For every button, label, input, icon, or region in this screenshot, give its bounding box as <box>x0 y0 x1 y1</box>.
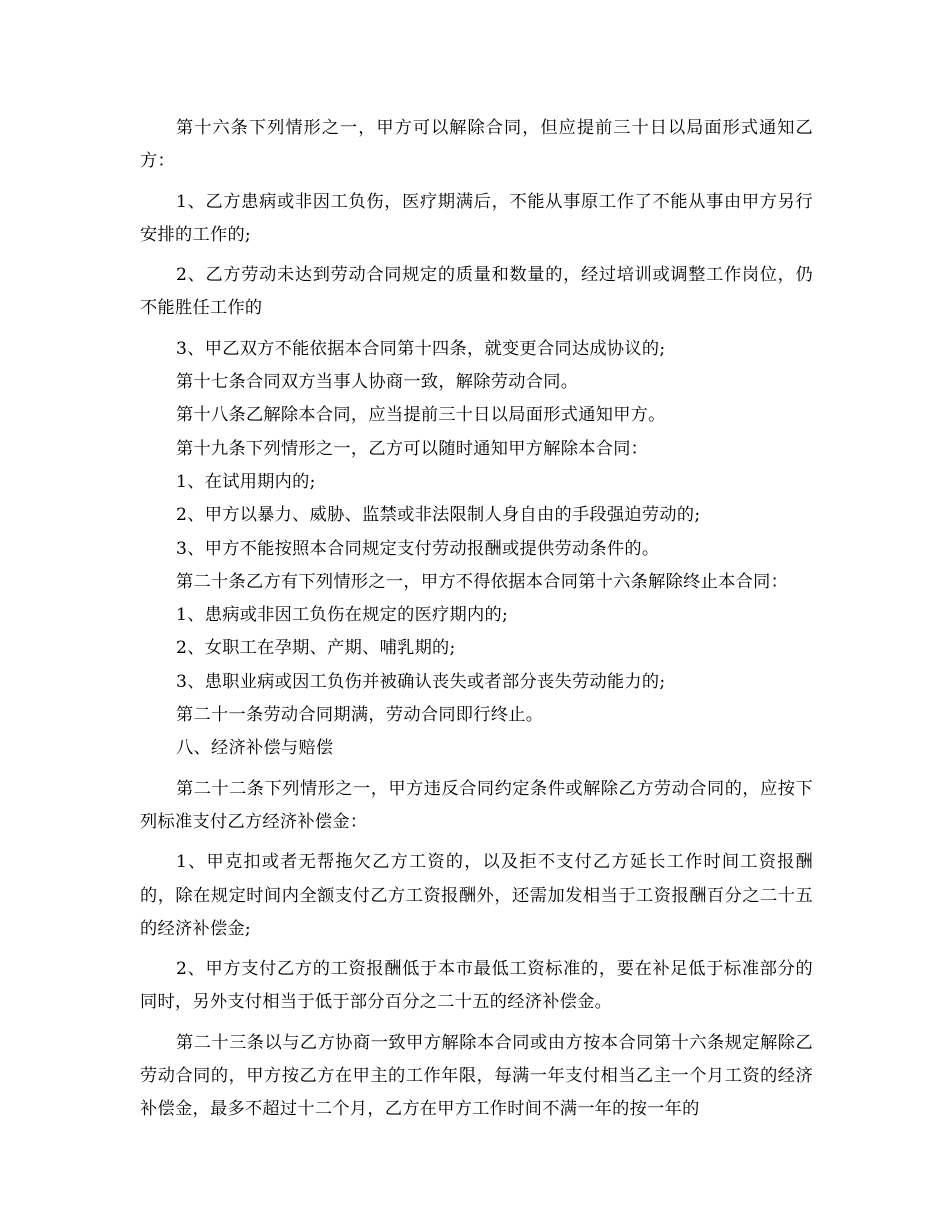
paragraph-article-16-item-3: 3、甲乙双方不能依据本合同第十四条，就变更合同达成协议的; <box>176 338 666 359</box>
paragraph-article-20-item-3: 3、患职业病或因工负伤并被确认丧失或者部分丧失劳动能力的; <box>176 671 666 692</box>
paragraph-article-19-item-1: 1、在试用期内的; <box>176 471 316 492</box>
paragraph-article-16-item-1: 1、乙方患病或非因工负伤，医疗期满后，不能从事原工作了不能从事由甲方另行安排的工作的; <box>140 191 813 245</box>
paragraph-article-22-item-1: 1、甲克扣或者无帮拖欠乙方工资的，以及拒不支付乙方延长工作时间工资报酬的，除在规定时间内全额支付乙方工资报酬外，还需加发相当于工资报酬百分之二十五的经济补偿金; <box>140 852 813 939</box>
paragraph-article-19-item-3: 3、甲方不能按照本合同规定支付劳动报酬或提供劳动条件的。 <box>176 538 660 559</box>
paragraph-article-20-item-2: 2、女职工在孕期、产期、哺乳期的; <box>176 638 456 659</box>
paragraph-article-22-item-2: 2、甲方支付乙方的工资报酬低于本市最低工资标准的，要在补足低于标准部分的同时，另外支付相当于低于部分百分之二十五的经济补偿金。 <box>140 959 813 1013</box>
paragraph-article-16-item-2: 2、乙方劳动未达到劳动合同规定的质量和数量的，经过培训或调整工作岗位，仍不能胜任工作的 <box>140 265 813 319</box>
section-heading-compensation: 八、经济补偿与赔偿 <box>176 738 334 759</box>
paragraph-article-22: 第二十二条下列情形之一，甲方违反合同约定条件或解除乙方劳动合同的，应按下列标准支付乙方经济补偿金： <box>140 778 813 832</box>
paragraph-article-19-item-2: 2、甲方以暴力、威胁、监禁或非法限制人身自由的手段强迫劳动的; <box>176 505 701 526</box>
paragraph-article-21: 第二十一条劳动合同期满，劳动合同即行终止。 <box>176 705 544 726</box>
paragraph-article-20: 第二十条乙方有下列情形之一，甲方不得依据本合同第十六条解除终止本合同： <box>176 571 789 592</box>
paragraph-article-17: 第十七条合同双方当事人协商一致，解除劳动合同。 <box>176 372 579 393</box>
paragraph-article-16: 第十六条下列情形之一，甲方可以解除合同，但应提前三十日以局面形式通知乙方： <box>140 118 813 172</box>
paragraph-article-19: 第十九条下列情形之一，乙方可以随时通知甲方解除本合同： <box>176 438 649 459</box>
paragraph-article-20-item-1: 1、患病或非因工负伤在规定的医疗期内的; <box>176 605 509 626</box>
paragraph-article-18: 第十八条乙解除本合同，应当提前三十日以局面形式通知甲方。 <box>176 405 666 426</box>
paragraph-article-23: 第二十三条以与乙方协商一致甲方解除本合同或由方按本合同第十六条规定解除乙劳动合同的，甲方按乙方在甲主的工作年限，每满一年支付相当乙主一个月工资的经济补偿金，最多不超过十二个月，乙方在甲方工作时间不满一年的按一年的 <box>140 1032 813 1120</box>
